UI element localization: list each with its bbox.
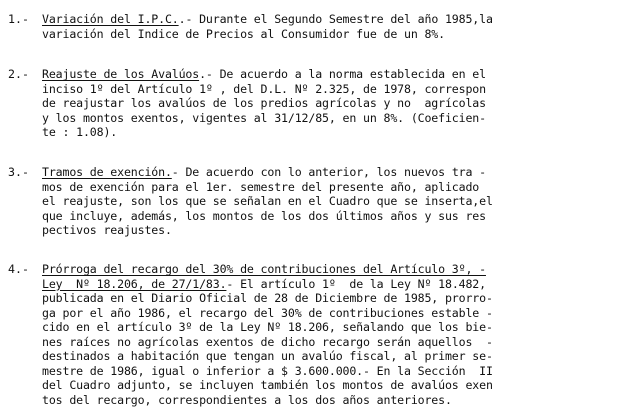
text-line: que incluye, además, los montos de los dos últimos años y sus res [42, 208, 486, 223]
text-line [42, 165, 624, 180]
section-number: 4.- [8, 262, 29, 276]
text-line: de reajustar los avalúos de los predios agrícolas y no agrícolas [42, 96, 486, 110]
section-number: 2.- [8, 67, 29, 81]
text-line: variación del Indice de Precios al Consumidor fue de un 8%. [42, 26, 445, 41]
text-line [42, 277, 624, 292]
text-line: inciso 1º del Artículo 1º , del D.L. Nº 2.325, de 1978, correspon [42, 81, 486, 96]
text-line: cido en el artículo 3º de la Ley Nº 18.206, señalando que los bie- [42, 320, 493, 334]
text-line: y los montos exentos, vigentes al 31/12/85, en un 8%. (Coeficien- [42, 110, 486, 125]
section-heading: Reajuste de los Avalúos [42, 67, 200, 81]
section-number: 3.- [8, 165, 29, 179]
text-line: pectivos reajustes. [42, 223, 172, 237]
text-line: te : 1.08). [42, 125, 118, 139]
section-body [42, 165, 624, 238]
text-line: destinados a habitación que tengan un avalúo fiscal, al primer se- [42, 349, 493, 363]
text-line [42, 67, 624, 82]
section-heading: Tramos de exención. [42, 165, 172, 179]
section-heading: Prórroga del recargo del 30% de contribuciones del Artículo 3º, - [42, 262, 486, 276]
text-fragment: - El artículo 1º de la Ley Nº 18.482, [226, 276, 486, 291]
section-heading-continued: Ley Nº 18.206, de 27/1/83. [42, 276, 227, 291]
text-line: del Cuadro adjunto, se incluyen también los montos de avalúos exen [42, 378, 493, 392]
section-body [42, 67, 624, 140]
text-fragment: .- De acuerdo a la norma establecida en el [199, 67, 486, 81]
section-body [42, 262, 624, 407]
text-line: tos del recargo, correspondientes a los dos años anteriores. [42, 392, 452, 407]
text-line: el reajuste, son los que se señalan en el Cuadro que se inserta,el [42, 194, 493, 208]
section-number: 1.- [8, 12, 29, 26]
section-heading: Variación del I.P.C. [42, 12, 179, 26]
section-body [42, 12, 624, 41]
text-line: publicada en el Diario Oficial de 28 de Diciembre de 1985, prorro- [42, 291, 493, 305]
text-line [42, 12, 624, 27]
text-fragment: .- Durante el Segundo Semestre del año 1985,la [178, 12, 493, 26]
text-line: nes raíces no agrícolas exentos de dicho recargo serán aquellos - [42, 334, 493, 349]
text-line: ga por el año 1986, el recargo del 30% de contribuciones estable - [42, 305, 493, 320]
text-line: mestre de 1986, igual o inferior a $ 3.600.000.- En la Sección II [42, 363, 493, 378]
text-line: mos de exención para el 1er. semestre del presente año, aplicado [42, 179, 480, 194]
text-fragment: - De acuerdo con lo anterior, los nuevos tra - [171, 165, 486, 179]
